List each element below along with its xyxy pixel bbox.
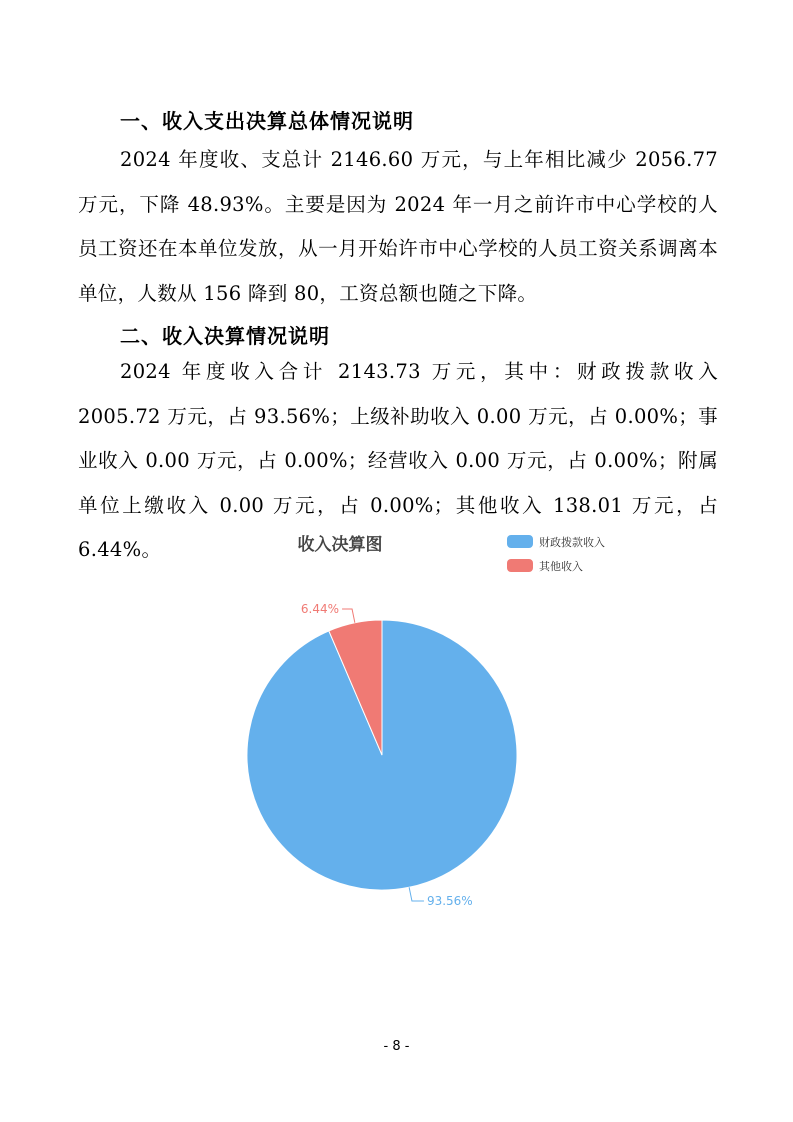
section-1-heading: 一、收入支出决算总体情况说明	[120, 109, 414, 133]
pie-leader-line-0	[409, 887, 424, 901]
pie-slices	[247, 620, 517, 890]
chart-title: 收入决算图	[297, 535, 383, 555]
pie-data-label-0: 93.56%	[426, 893, 473, 908]
chart-legend	[507, 535, 605, 573]
section-2-paragraph: 2024 年度收入合计 2143.73 万元，其中：财政拨款收入 2005.72 万元，占 93.56%；上级补助收入 0.00 万元，占 0.00%；事业收入 0.00 万元，占 0.00%；经营收入 0.00 万元，占 0.00%；附属单位上缴收入 0.00 万元，占 0.00%；其他收入 138.01 万元，占 6.44%。	[78, 360, 718, 561]
section-1-paragraph: 2024 年度收、支总计 2146.60 万元，与上年相比减少 2056.77 万元，下降 48.93%。主要是因为 2024 年一月之前许市中心学校的人员工资还在本单位发放，从一月开始许市中心学校的人员工资关系调离本单位，人数从 156 降到 80，工资总额也随之下降。	[78, 148, 718, 305]
page-number: - 8 -	[383, 1039, 410, 1054]
legend-label-1: 其他收入	[539, 560, 583, 573]
legend-label-0: 财政拨款收入	[539, 536, 605, 549]
legend-swatch-0	[507, 535, 533, 548]
pie-data-label-1: 6.44%	[300, 602, 340, 617]
section-2-heading: 二、收入决算情况说明	[120, 324, 330, 348]
legend-swatch-1	[507, 559, 533, 572]
pie-chart-svg	[230, 525, 650, 915]
income-pie-chart	[230, 525, 650, 915]
pie-leader-line-1	[342, 609, 355, 623]
